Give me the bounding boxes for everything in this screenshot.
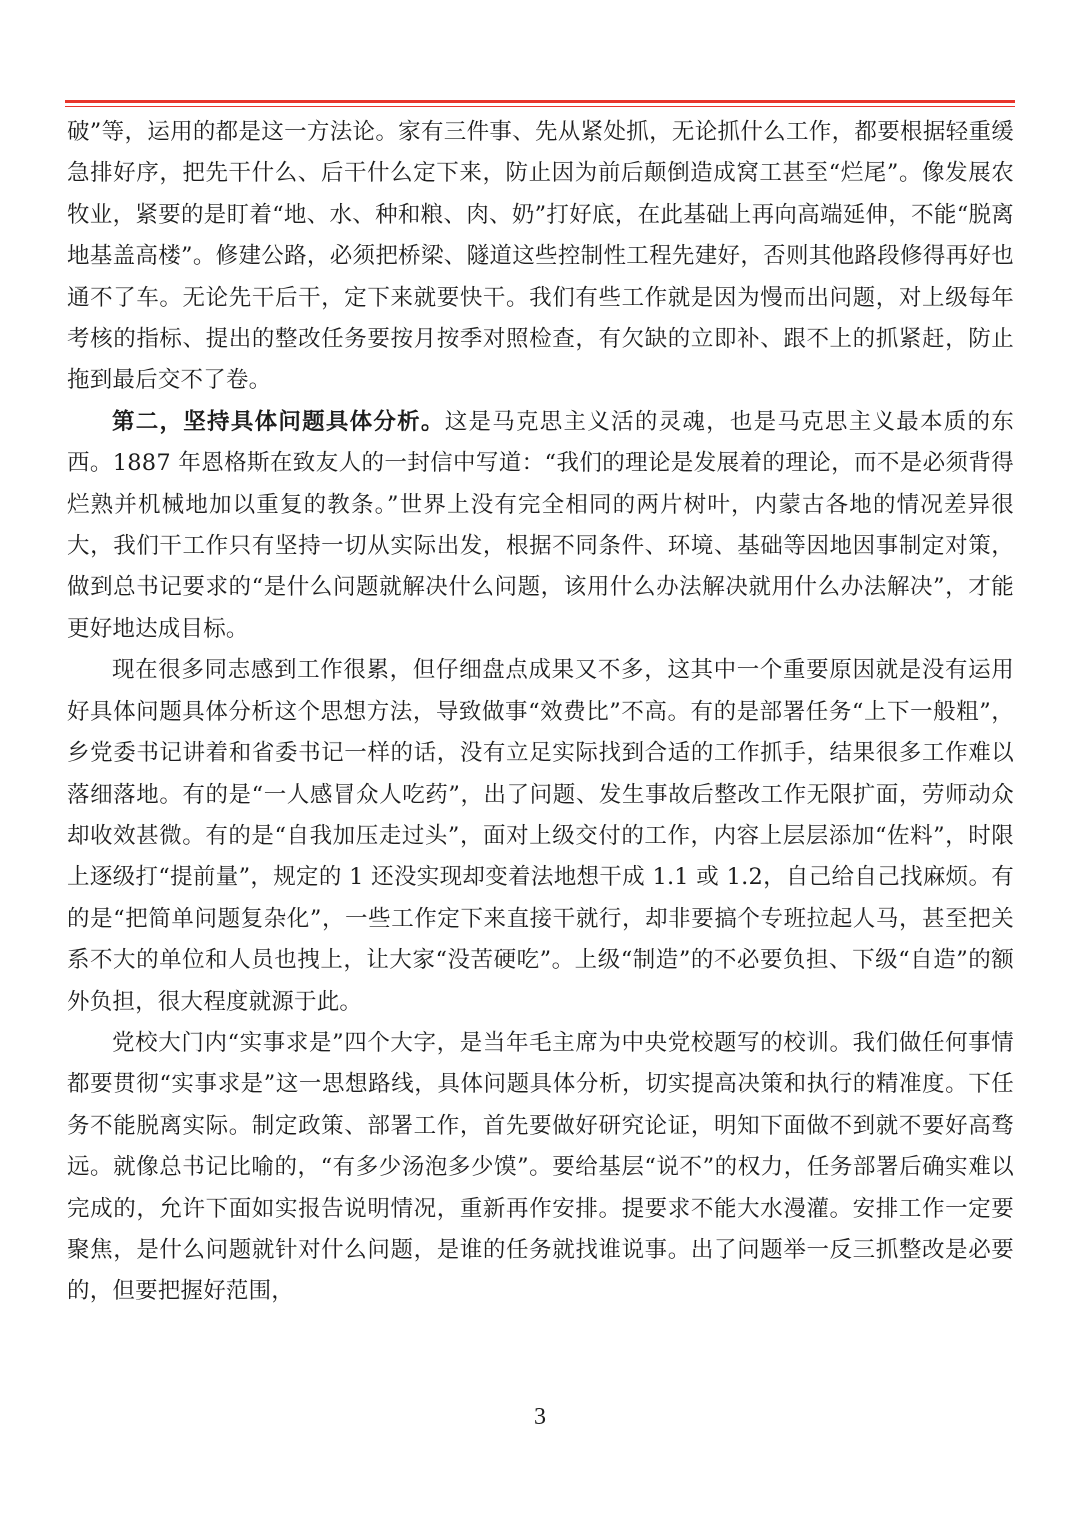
- paragraph-2-heading: 第二，坚持具体问题具体分析。: [112, 408, 445, 435]
- header-rule-thick: [65, 100, 1015, 103]
- paragraph-2: [67, 402, 1014, 650]
- paragraph-2-text: 这是马克思主义活的灵魂，也是马克思主义最本质的东西。1887 年恩格斯在致友人的一封信中写道：“我们的理论是发展着的理论，而不是必须背得烂熟并机械地加以重复的教条。”世界上没有完全相同的两片树叶，内蒙古各地的情况差异很大，我们干工作只有坚持一切从实际出发，根据不同条件、环境、基础等因地因事制定对策，做到总书记要求的“是什么问题就解决什么问题，该用什么办法解决就用什么办法解决”，才能更好地达成目标。: [67, 408, 1014, 642]
- paragraph-1-text: 破”等，运用的都是这一方法论。家有三件事、先从紧处抓，无论抓什么工作，都要根据轻重缓急排好序，把先干什么、后干什么定下来，防止因为前后颠倒造成窝工甚至“烂尾”。像发展农牧业，紧要的是盯着“地、水、种和粮、肉、奶”打好底，在此基础上再向高端延伸，不能“脱离地基盖高楼”。修建公路，必须把桥梁、隧道这些控制性工程先建好，否则其他路段修得再好也通不了车。无论先干后干，定下来就要快干。我们有些工作就是因为慢而出问题，对上级每年考核的指标、提出的整改任务要按月按季对照检查，有欠缺的立即补、跟不上的抓紧赶，防止拖到最后交不了卷。: [67, 119, 1014, 394]
- paragraph-3-text: 现在很多同志感到工作很累，但仔细盘点成果又不多，这其中一个重要原因就是没有运用好具体问题具体分析这个思想方法，导致做事“效费比”不高。有的是部署任务“上下一般粗”，乡党委书记讲着和省委书记一样的话，没有立足实际找到合适的工作抓手，结果很多工作难以落细落地。有的是“一人感冒众人吃药”，出了问题、发生事故后整改工作无限扩面，劳师动众却收效甚微。有的是“自我加压走过头”，面对上级交付的工作，内容上层层添加“佐料”，时限上逐级打“提前量”，规定的 1 还没实现却变着法地想干成 1.1 或 1.2，自己给自己找麻烦。有的是“把简单问题复杂化”，一些工作定下来直接干就行，却非要搞个专班拉起人马，甚至把关系不大的单位和人员也拽上，让大家“没苦硬吃”。上级“制造”的不必要负担、下级“自造”的额外负担，很大程度就源于此。: [67, 657, 1014, 1015]
- header-rule-thin: [65, 106, 1015, 107]
- page-number: 3: [534, 1404, 546, 1430]
- paragraph-3: [67, 650, 1014, 1023]
- document-body: [67, 112, 1014, 1313]
- paragraph-1: [67, 112, 1014, 402]
- paragraph-4-text: 党校大门内“实事求是”四个大字，是当年毛主席为中央党校题写的校训。我们做任何事情都要贯彻“实事求是”这一思想路线，具体问题具体分析，切实提高决策和执行的精准度。下任务不能脱离实际。制定政策、部署工作，首先要做好研究论证，明知下面做不到就不要好高骛远。就像总书记比喻的，“有多少汤泡多少馍”。要给基层“说不”的权力，任务部署后确实难以完成的，允许下面如实报告说明情况，重新再作安排。提要求不能大水漫灌。安排工作一定要聚焦，是什么问题就针对什么问题，是谁的任务就找谁说事。出了问题举一反三抓整改是必要的，但要把握好范围，: [67, 1029, 1014, 1305]
- paragraph-4: [67, 1023, 1014, 1313]
